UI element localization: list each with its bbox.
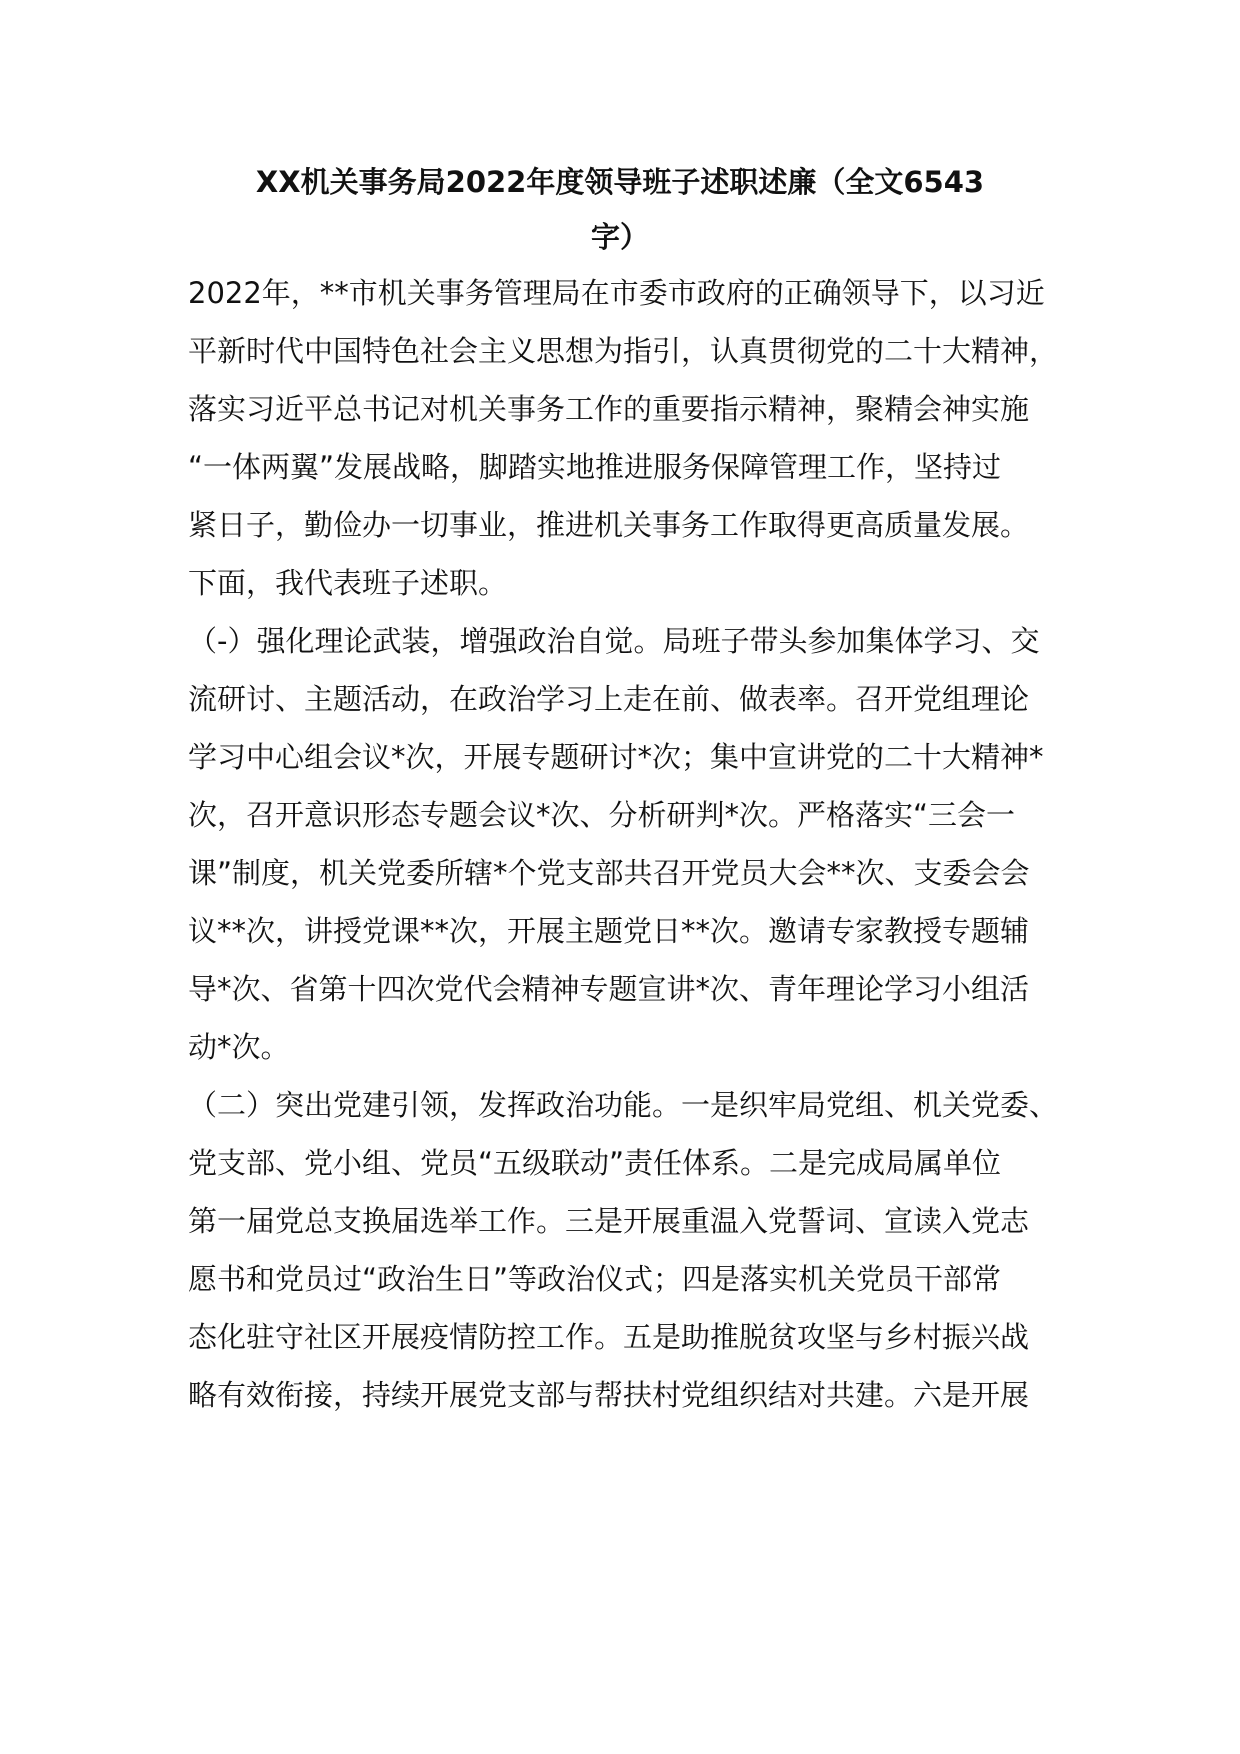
paragraph-line: 学习中心组会议*次，开展专题研讨*次；集中宣讲党的二十大精神* xyxy=(188,740,1044,774)
paragraph-line: 落实习近平总书记对机关事务工作的重要指示精神，聚精会神实施 xyxy=(188,392,1030,426)
paragraph-line: 愿书和党员过“政治生日”等政治仪式；四是落实机关党员干部常 xyxy=(188,1262,1002,1296)
paragraph-line: 平新时代中国特色社会主义思想为指引，认真贯彻党的二十大精神， xyxy=(188,334,1059,368)
paragraph-line: 动*次。 xyxy=(188,1030,290,1064)
paragraph-line: 议**次，讲授党课**次，开展主题党日**次。邀请专家教授专题辅 xyxy=(188,914,1030,948)
document-title-line-1: XX机关事务局2022年度领导班子述职述廉（全文6543 xyxy=(255,165,985,199)
paragraph-line: 导*次、省第十四次党代会精神专题宣讲*次、青年理论学习小组活 xyxy=(188,972,1030,1006)
paragraph-line: 态化驻守社区开展疫情防控工作。五是助推脱贫攻坚与乡村振兴战 xyxy=(188,1320,1030,1354)
paragraph-line: 党支部、党小组、党员“五级联动”责任体系。二是完成局属单位 xyxy=(188,1146,1002,1180)
paragraph-line: “一体两翼”发展战略，脚踏实地推进服务保障管理工作，坚持过 xyxy=(188,450,1002,484)
paragraph-line: 2022年，**市机关事务管理局在市委市政府的正确领导下，以习近 xyxy=(188,276,1045,310)
paragraph-line: 次，召开意识形态专题会议*次、分析研判*次。严格落实“三会一 xyxy=(188,798,1016,832)
paragraph-line: 课”制度，机关党委所辖*个党支部共召开党员大会**次、支委会会 xyxy=(188,856,1030,890)
paragraph-line: 下面，我代表班子述职。 xyxy=(188,566,508,600)
paragraph-line: （-）强化理论武装，增强政治自觉。局班子带头参加集体学习、交 xyxy=(188,624,1040,658)
paragraph-line: 略有效衔接，持续开展党支部与帮扶村党组织结对共建。六是开展 xyxy=(188,1378,1030,1412)
paragraph-line: 流研讨、主题活动，在政治学习上走在前、做表率。召开党组理论 xyxy=(188,682,1030,716)
document-title-line-2: 字） xyxy=(590,220,649,254)
paragraph-line: 紧日子，勤俭办一切事业，推进机关事务工作取得更高质量发展。 xyxy=(188,508,1030,542)
paragraph-line: 第一届党总支换届选举工作。三是开展重温入党誓词、宣读入党志 xyxy=(188,1204,1030,1238)
paragraph-line: （二）突出党建引领，发挥政治功能。一是织牢局党组、机关党委、 xyxy=(188,1088,1059,1122)
